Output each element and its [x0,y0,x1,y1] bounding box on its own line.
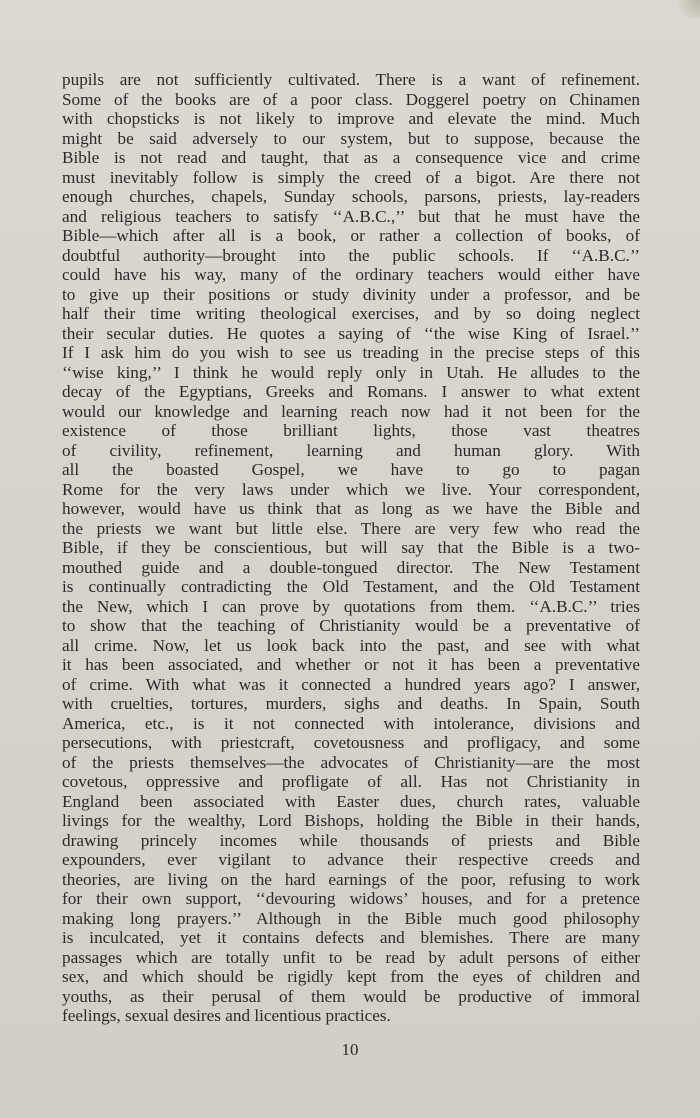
text-line: of the priests themselves—the advocates of Christianity—are the most [62,752,640,772]
text-line: enough churches, chapels, Sunday schools, parsons, priests, lay-readers [62,187,640,206]
text-line: covetous, oppressive and profligate of all. Has not Christianity in [62,772,640,791]
text-line: to give up their positions or study divinity under a professor, and be [62,284,640,304]
text-line: of crime. With what was it connected a hundred years ago? I answer, [62,674,640,694]
text-line: pupils are not sufficiently cultivated. There is a want of refinement. [62,70,640,89]
text-line: with cruelties, tortures, murders, sighs and deaths. In Spain, South [62,694,640,713]
text-line: to show that the teaching of Christianity would be a preventative of [62,616,640,635]
text-line: England been associated with Easter dues, church rates, valuable [62,791,640,811]
text-line: however, would have us think that as long as we have the Bible and [62,499,640,518]
text-line: persecutions, with priestcraft, covetousness and profligacy, and some [62,733,640,752]
text-line: the New, which I can prove by quotations from them. ‘‘A.B.C.’’ tries [62,596,640,616]
page-number: 10 [341,1040,359,1059]
text-line: is continually contradicting the Old Testament, and the Old Testament [62,577,640,596]
text-line: Bible—which after all is a book, or rather a collection of books, of [62,226,640,245]
text-line: all the boasted Gospel, we have to go to pagan [62,460,640,479]
text-line: the priests we want but little else. There are very few who read the [62,518,640,538]
text-line: half their time writing theological exercises, and by so doing neglect [62,304,640,323]
text-line: Bible, if they be conscientious, but will say that the Bible is a two- [62,538,640,557]
text-line: existence of those brilliant lights, those vast theatres [62,421,640,440]
text-line: Some of the books are of a poor class. Doggerel poetry on Chinamen [62,89,640,109]
text-line: for their own support, ‘‘devouring widows’ houses, and for a pretence [62,889,640,908]
text-line: and religious teachers to satisfy ‘‘A.B.C.,’’ but that he must have the [62,206,640,226]
page-corner-shadow [670,0,700,18]
text-line: is inculcated, yet it contains defects and blemishes. There are many [62,928,640,947]
text-line-last: feelings, sexual desires and licentious practices. [62,1006,391,1025]
text-line: might be said adversely to our system, but to suppose, because the [62,128,640,148]
text-line: drawing princely incomes while thousands of priests and Bible [62,830,640,850]
text-line: youths, as their perusal of them would be productive of immoral [62,986,640,1006]
text-line: ‘‘wise king,’’ I think he would reply only in Utah. He alludes to the [62,362,640,382]
text-line: livings for the wealthy, Lord Bishops, holding the Bible in their hands, [62,811,640,830]
text-line: Bible is not read and taught, that as a consequence vice and crime [62,148,640,167]
text-line: decay of the Egyptians, Greeks and Romans. I answer to what extent [62,382,640,401]
text-line: sex, and which should be rigidly kept from the eyes of children and [62,967,640,986]
text-line: it has been associated, and whether or not it has been a preventative [62,655,640,674]
text-line: Rome for the very laws under which we live. Your correspondent, [62,479,640,499]
text-line: of civility, refinement, learning and human glory. With [62,440,640,460]
text-line: doubtful authority—brought into the public schools. If ‘‘A.B.C.’’ [62,245,640,265]
text-line: all crime. Now, let us look back into the past, and see with what [62,635,640,655]
body-text [62,70,640,1026]
text-line: would our knowledge and learning reach now had it not been for the [62,401,640,421]
text-line: America, etc., is it not connected with intolerance, divisions and [62,713,640,733]
text-line: with chopsticks is not likely to improve and elevate the mind. Much [62,109,640,128]
text-line: If I ask him do you wish to see us treading in the precise steps of this [62,343,640,362]
text-line: expounders, ever vigilant to advance their respective creeds and [62,850,640,869]
text-line: their secular duties. He quotes a saying of ‘‘the wise King of Israel.’’ [62,323,640,343]
text-line: mouthed guide and a double-tongued director. The New Testament [62,557,640,577]
text-line: could have his way, many of the ordinary teachers would either have [62,265,640,284]
text-line: passages which are totally unfit to be read by adult persons of either [62,947,640,967]
text-line: must inevitably follow is simply the creed of a bigot. Are there not [62,167,640,187]
text-line: making long prayers.’’ Although in the Bible much good philosophy [62,908,640,928]
text-line: theories, are living on the hard earnings of the poor, refusing to work [62,869,640,889]
